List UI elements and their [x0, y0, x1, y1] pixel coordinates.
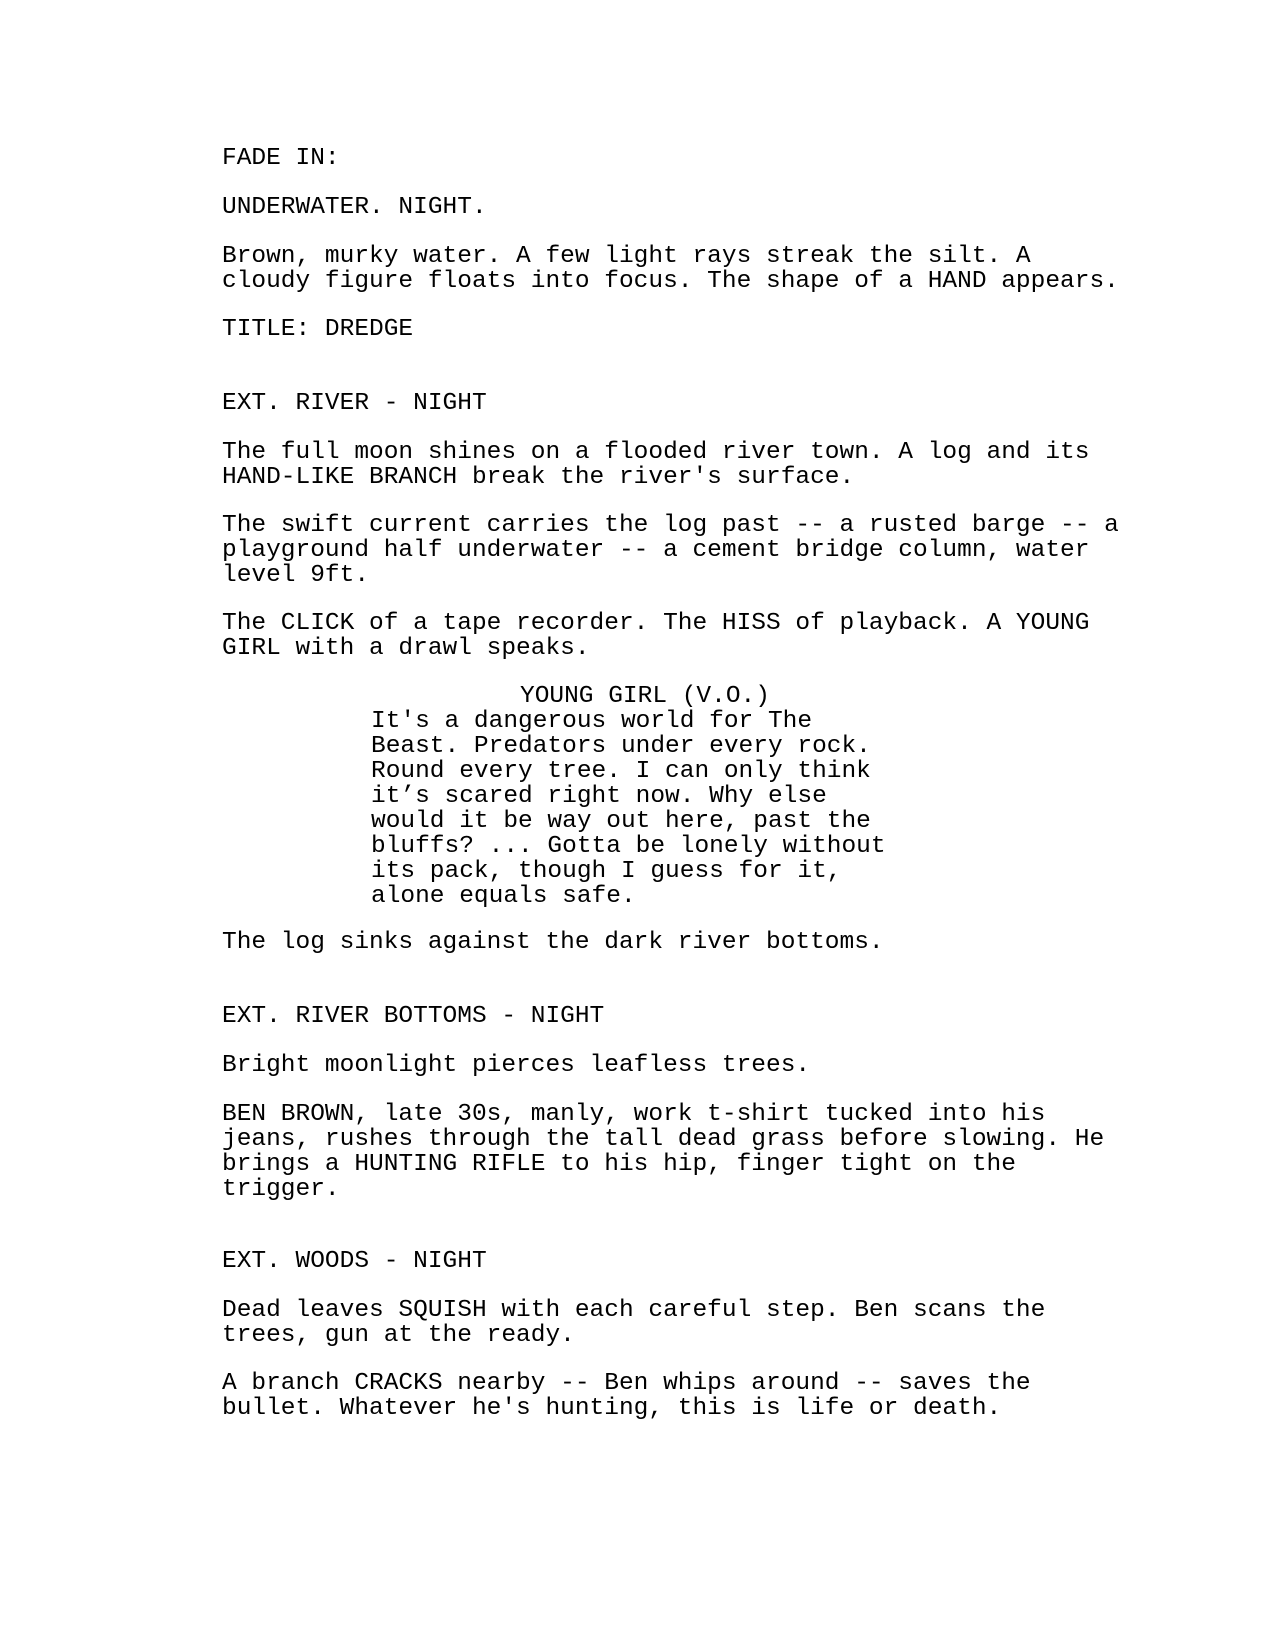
- character-name: YOUNG GIRL (V.O.): [520, 683, 770, 710]
- scene-heading: UNDERWATER. NIGHT.: [222, 194, 487, 221]
- action-paragraph: Bright moonlight pierces leafless trees.: [222, 1052, 811, 1079]
- scene-heading: EXT. RIVER - NIGHT: [222, 390, 487, 417]
- title-card: TITLE: DREDGE: [222, 316, 414, 343]
- action-paragraph: The CLICK of a tape recorder. The HISS of playback. A YOUNG GIRL with a drawl speaks.: [222, 610, 1090, 662]
- transition: FADE IN:: [222, 145, 340, 172]
- action-paragraph: The log sinks against the dark river bottoms.: [222, 929, 884, 956]
- action-paragraph: The swift current carries the log past -- a rusted barge -- a playground half underwater -- a cement bridge column, water level 9ft.: [222, 512, 1119, 589]
- scene-heading: EXT. RIVER BOTTOMS - NIGHT: [222, 1003, 605, 1030]
- action-paragraph: The full moon shines on a flooded river town. A log and its HAND-LIKE BRANCH break the river's surface.: [222, 439, 1090, 491]
- action-paragraph: Brown, murky water. A few light rays streak the silt. A cloudy figure floats into focus. The shape of a HAND appears.: [222, 243, 1119, 295]
- action-paragraph: A branch CRACKS nearby -- Ben whips around -- saves the bullet. Whatever he's hunting, this is life or death.: [222, 1370, 1031, 1422]
- action-paragraph: BEN BROWN, late 30s, manly, work t-shirt tucked into his jeans, rushes through the tall dead grass before slowing. He brings a HUNTING RIFLE to his hip, finger tight on the trigger.: [222, 1101, 1105, 1203]
- scene-heading: EXT. WOODS - NIGHT: [222, 1248, 487, 1275]
- dialogue: It's a dangerous world for The Beast. Predators under every rock. Round every tree. I can only think it’s scared right now. Why else would it be way out here, past the bluffs? ... Gotta be lonely without its pack, though I guess for it, alone equals safe.: [371, 708, 886, 910]
- action-paragraph: Dead leaves SQUISH with each careful step. Ben scans the trees, gun at the ready.: [222, 1297, 1046, 1349]
